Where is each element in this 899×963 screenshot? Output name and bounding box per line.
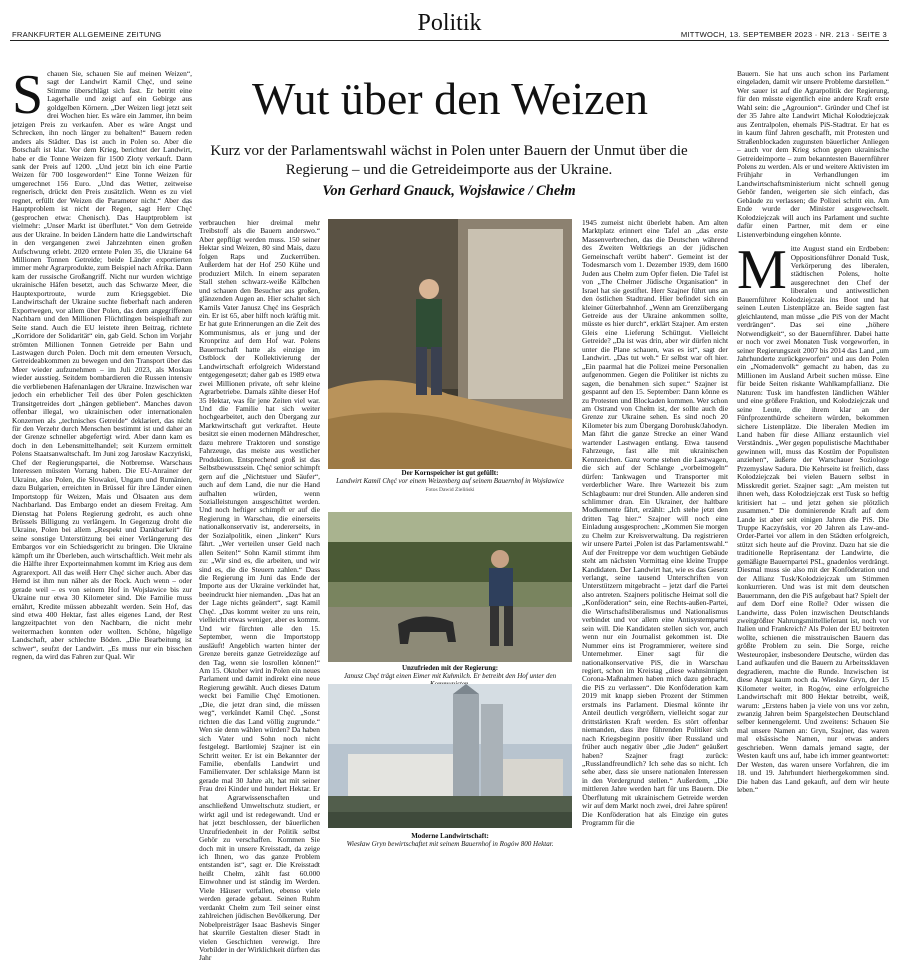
photo-3-title: Moderne Landwirtschaft: bbox=[411, 832, 489, 840]
column-2-text: verbrauchen hier dreimal mehr Treibstoff als die Bauern anderswo.“ Aber gepflügt werden muss. 150 seiner Hektar sind Weizen, 80 sind Mais, dazu folgen Raps und Zuckerrüben. Außerdem hat der Hof 250 Kühe und produziert Milch. In einem separaten Stall stehen schwarz-weiße Kälbchen und schauen den Besucher aus großen, glänzenden Augen an. Hier schaltet sich Kamils Vater Janusz Chęć ins Gespräch ein. Er ist 65, aber hilft noch kräftig mit. Er hat gute Erinnerungen an die Zeit des Kommunismus, als er jung und der Kronprinz auf dem Hof war. Polens Bauernschaft hatte als einzige im Ostblock der Kollektivierung der Landwirtschaft erfolgreich Widerstand entgegengesetzt; daher gab es 1989 etwa zwei Millionen private, oft sehr kleine Agrarbetriebe. Damals zählte dieser Hof 35 Hektar, was für jene Zeiten viel war. Und die Familie hat sich weiter hochgearbeitet, auch den Übergang zur Marktwirtschaft gut verkraftet. Heute besitzt sie einen modernen Mähdrescher, dazu mehrere Traktoren und sonstige Fahrzeuge, das meiste aus westlicher Produktion. Entsprechend groß ist das Selbstbewusstsein. Chęć senior schimpft gern auf die „Nichtstuer und Säufer“, auch auf dem Land, die nur die Hand aufhalten würden, wenn Sozialleistungen ausgeschüttet werden. Und noch heftiger schimpft er auf die Regierung in Warschau, die einerseits nationalkonservativ ist, andererseits, in der Sozialpolitik, einen „linken“ Kurs fährt. „Wer verteilen unser Geld nach allen Seiten!“ Sohn Kamil stimmt ihm zu: „Wir sind es, die arbeiten, und wir sind es, die die Steuern zahlen.“ Dass die Regierung im Juni das Ende der Importe aus der Ukraine verkündet hat, beeindruckt hier niemanden. „Das hat an der Lage nichts geändert“, sagt Kamil Chęć. „Das kommt weiter zu uns rein, vielleicht etwas weniger, aber es kommt. Und wir fürchten alle den 15. September, wenn die Importstopp ausläuft! Angeblich warten hinter der Grenze bereits ganze Getreidezüge auf den Tag, wenn sie losrollen können!“ Am 15. Oktober wird in Polen ein neues Parlament und damit indirekt eine neue Regierung gewählt. Auch dieses Datum weckt bei Familie Chęć Emotionen. „Die, die jetzt dran sind, die müssen weg“, verkündet Kamil Chęć. „Sonst richten die das Land völlig zugrunde.“ Wen sie denn wählen würden? Da haben sich Vater und Sohn noch nicht festgelegt. Bartłomiej Szajner ist ein Schritt weiter. Er ist ein Bekannter der Familie, ebenfalls Landwirt und Familienvater. Der schlaksige Mann ist gerade mal 30 Jahre alt, hat mit seiner Frau drei Kinder und hundert Hektar. Er hat Agrarwissenschaften und anschließend Umweltschutz studiert, er wirkt agil und ist redegewandt. Und er hat jetzt beschlossen, der bäuerlichen Unzufriedenheit in der Politik selbst Gehör zu verschaffen. Kommen Sie doch mit in unsere Kreisstadt, da zeige ich Ihnen, wo das ganze Problem entstanden ist“, sagt er. Die Kreisstadt heißt Chełm, zählt fast 60.000 Einwohner und ist ständig im Werden. Viele Häuser verfallen, ebenso viele werden gerade gebaut. Seinen Ruhm verdankt Chełm zum Teil seiner einst zahlreichen jüdischen Bevölkerung. Der Nobelpreisträger Isaac Bashevis Singer hat skurrile Gestalten dieser Stadt in vielen Geschichten verewigt. Ihre Vorbilder in der Wirklichkeit dürften das Jahr bbox=[199, 218, 320, 963]
article-column-1 bbox=[12, 64, 192, 912]
article-column-5 bbox=[737, 70, 889, 912]
photo-3-text: Wiesław Gryn bewirtschaftet mit seinem Bauernhof in Rogów 800 Hektar. bbox=[346, 840, 554, 849]
photo-modern-farm bbox=[328, 684, 572, 828]
photo-credit: Fotos Dawid Zieliński bbox=[425, 487, 475, 494]
column-4-text: 1945 zumeist nicht überlebt haben. Am alten Marktplatz erinnert eine Tafel an „das erste Massenverbrechen, das die Deutschen während des Zweiten Weltkriegs an der jüdischen Gemeinschaft verübt haben“. Gemeint ist der Todesmarsch vom 1. Dezember 1939, dem 1600 Juden aus Chełm zum Opfer fielen. Die Tafel ist von „The Chełmer Jüdische Organisation“ in Israel hat sie gestiftet. Herr Szajner führt uns an den östlichen Stadtrand. Hier befindet sich ein kleiner Güterbahnhof. „Wenn am Grenzübergang Getreide aus der Ukraine ankommen sollte, müsste es hier durch“, erklärt Szajner. Am ersten Gleis eine Lieferung Schüttgut. Vielleicht Getreide? „Da ist was drin, aber wir dürfen nicht unter die Plane schauen, was es ist“, sagt der Landwirt. „Das tut weh.“ Er selbst war oft hier. „Ein paarmal hat die Polizei meine Personalien aufgenommen. Gegen die Politiker ist nichts zu sagen, die benahmen sich super.“ Szajner ist gespannt auf den 15. September: Dann könne es zu Protesten und Blockaden kommen. Wer schon am Ostrand von Chełm ist, der sollte auch die Grenze zur Ukraine sehen. Es sind noch 20 Kilometer bis zum Übergang Dorohusk/Jahodyn. Man fährt die ganze Strecke an einer Wand wartender Lastwagen entlang. Etwa tausend Fahrzeuge, fast alle mit ukrainischen Kennzeichen. Ganz vorne stehen die Lastwagen, die sich auf der Schlange „vorbeimogeln“ dürfen: Tankwagen und Transporter mit verderblicher Ware. Ihre Wartezeit bis zum Schlagbaum: nur drei Stunden. Alle anderen sind schlimmer dran. Ein Ukrainer, der haltbare Modkemente fährt, erzählt: „Ich stehe jetzt den dritten Tag hier.“ Szajner will noch eine Einladung ausgesprochen: „Kommen Sie morgen zu Chełm zur Kreisverwaltung. Da registrieren wir unsere Partei ,Polen ist das Parlamentswahl.“ Auf der Freitreppe vor dem wuchtigen Gebäude steht am nächsten Vormittag eine kleine Truppe Kandidaten. Der Landwirt hat, wie es das Gesetz verlangt, seine tausend Unterschriften von Unterstützern mitgebracht – jetzt darf die Partei also antreten. Szajners politische Heimat soll die „Konföderation“ sein, eine Rechts-außen-Partei, die Wirtschaftsliberalismus und Nationalismus verbindet und vor allem eine Antisystempartei sein will. Die Kandidaten stellen sich vor, auch wenn nur ein Journalist gekommen ist. Die Nummer eins ist Programmierer, weitere sind Unternehmer. Einer sagt für die nationalkonservative PiS, die in Warschau regiert, schon im Kreistag „diese wahnsinnigen Corona-Maßnahmen haben mich dazu gebracht, die PiS zu verlassen“. Die Konföderation kam 2019 mit knapp sieben Prozent der Stimmen erstmals ins Parlament. Diesmal könnte ihr Anteil deutlich vergrößern, vielleicht sogar zur drittstärksten Kraft werden. Es stört offenbar niemanden, dass ihre führenden Politiker sich nach Kriegsbeginn positiv über Russland und früher auch negativ über „die Juden“ geäußert haben? Szajner fragt zurück: „Russlandfreundlich? Ich sehe das so nicht. Ich sehe aber, dass sie unsere nationalen Interessen in den Vordergrund stellen.“ Außerdem, „Die mittleren Jahre werden hart für uns Bauern. Die Überflutung mit ukrainischem Getreide werden wir auf dem Markt noch zwei, drei Jahre spüren! Die Konföderation hat als Einzige ein gutes Programm für die bbox=[582, 218, 729, 828]
byline: Von Gerhard Gnauck, Wojsławice / Chełm bbox=[322, 183, 576, 199]
photo-3-caption bbox=[328, 832, 572, 848]
drop-cap-2: M bbox=[737, 239, 787, 302]
section-title: Politik bbox=[417, 10, 482, 36]
photo-1-title: Der Kornspeicher ist gut gefüllt: bbox=[401, 469, 499, 477]
issue-info: MITTWOCH, 13. SEPTEMBER 2023 · NR. 213 · SEITE 3 bbox=[680, 30, 887, 39]
newspaper-name: FRANKFURTER ALLGEMEINE ZEITUNG bbox=[12, 30, 162, 39]
photo-1-text: Landwirt Kamil Chęć vor einem Weizenberg auf seinem Bauernhof in Wojsławice bbox=[336, 477, 564, 486]
photo-farmer-bucket bbox=[328, 512, 572, 662]
headline: Wut über den Weizen bbox=[252, 73, 648, 124]
masthead-rule bbox=[10, 40, 889, 41]
subheadline: Kurz vor der Parlamentswahl wächst in Polen unter Bauern der Unmut über die Regierung – und die Getreideimporte aus der Ukraine. bbox=[210, 143, 688, 178]
article-column-2 bbox=[199, 218, 320, 963]
column-5-text: Bauern. Sie hat uns auch schon ins Parlament eingeladen, damit wir unsere Probleme darstellen.“ Wer sauer ist auf die Agrarpolitik der Regierung, für den müsste eigentlich eine andere Kraft erste Wahl sein: die „Agrounion“. Gründer und Chef ist der 35 Jahre alte Landwirt Michał Kołodziejczak aus Zentralpolen, ehemals PiS-Stadtrat. Er hat es in kaum fünf Jahren geschafft, mit Protesten und Straßenblockaden zugunsten bäuerlicher Anliegen – auch vor dem Krieg schon gegen ukrainische Getreideimporte – zum bekanntesten Bauernführer Polens zu werden. Als er und weitere Aktivisten im Frühjahr in Verhandlungen im Landwirtschaftsministerium nicht schnell genug Gehör fanden, weigerten sie sich einfach, das Gebäude zu verlassen; die Polizei schritt ein. Am Ende wurde der Minister ausgewechselt. Kołodziejczak will auch ins Parlament und suchte dafür einen Partner, mit dem er eine Listenverbindung eingehen könnte. bbox=[737, 69, 889, 239]
photo-2-title: Unzufrieden mit der Regierung: bbox=[401, 664, 499, 672]
photo-2-text: Janusz Chęć trägt einen Eimer mit Kuhmilch. Er betreibt den Hof unter den bbox=[343, 672, 557, 681]
column-5b-text: itte August stand ein Erdbeben: Oppositionsführer Donald Tusk, Verkörperung des liberalen, städtischen Polens, holte ausgerechnet den Chef der liberalen und antiwestlichen Bauernführer Kołodziejczak ins Boot und hat seinen Leuten Listenplätze an. Beide sagten fast gleichlautend, man müsse „die PiS von der Macht verdrängen“. Das sei eine „höhere Notwendigkeit“, so der Bauernführer. Dabei hatte er noch vor zwei Monaten Tusk vorgeworfen, in seiner Regierungszeit 2007 bis 2014 das Land „um Jahrhunderte zurückgeworfen“ und aus den Polen ein „Nomadenvolk“ gemacht zu haben, das zu Millionen im Ausland Arbeit suchen müsse. Eine für beide Seiten riskante Wahlkampfallianz. Die Naturen: Tusk im handfesten ländlichen Wähler und eine größere Fraktion, und Kołodziejczak und seine Leute, die ihrem klar an der Fünfprozenthürde scheitern würden, bekommen sichere Listenplätze. Die liberalen Medien im Land haben für diese Allianz erstaunlich viel Verständnis. „Wer gegen populistische Machthaber gewinnen will, muss das Kostüm der Populisten anziehen“, äußerte der Warschauer Soziologe Przemysław Sadura. Die Kehrseite ist freilich, dass Kołodziejczak bei vielen Bauern selbst in Misskredit geriet. Szajner sagt: „Am meisten tut ihnen weh, dass Kołodziejczak erst Tusk so heftig kritisiert hat – und jetzt gehen sie plötzlich zusammen.“ Die dominierende Kraft auf dem Lande ist aber seit einigen Jahren die PiS. Die Truppe Kaczyńskis, vor 20 Jahren als Law-and-Order-Partei vor allem in den Städten erfolgreich, stützt sich heute auf die Provinz. Dazu hat sie die traditionelle Repräsentanz der Landwirte, die gemäßigte Bauernpartei PSL, gnadenlos verdrängt. Diesmal muss sie also mit der Konföderation und der Allianz Tusk/Kołodziejczak um Stimmen konkurrieren. Und was ist mit dem deutschen Bauernmann, den die PiS aufgebaut hat? Spielt der auf dem Dorf eine Rolle? Oder wissen die Landwirte, dass Polen inzwischen Deutschlands zweitgrößter Nahrungsmittellieferant ist, noch vor Italien und Frankreich? Als Polen der EU beitreten wollte, schienen die misstrauischen Bauern das größte Problem zu sein. Die Sorge, reiche Westeuropäer, insbesondere Deutsche, würden das Land aufkaufen und die Bauern zu Arbeitssklaven degradieren, machte die Runde. Inzwischen ist diese Angst kaum noch da. Wiesław Gryn, der 15 Kilometer weiter, in Rogów, eine erfolgreiche Landwirtschaft mit 800 Hektar betreibt, weiß, warum: „Erstens haben ja viele von uns vor zehn, zwanzig Jahren beim Spargelstechen Deutschland selber kennengelernt. Und zweitens: Schauen Sie mal unsere Namen an: Gryn, Szajner, das waren mal elsässische Namen, nur etwas anders geschrieben. Wenn damals jemand sagte, der Westen kauft uns auf, habe ich immer geantwortet: Der Westen, das waren unsere Vorfahren, die im 18. und 19. Jahrhundert hierhergekommen sind. Die haben das Land gekauft, auf dem wir heute leben.“ bbox=[737, 244, 889, 795]
photo-grain-storage bbox=[328, 219, 572, 467]
article-column-4 bbox=[582, 219, 728, 912]
drop-cap: S bbox=[12, 64, 44, 126]
photo-1-caption bbox=[328, 469, 572, 495]
column-1-text: chauen Sie, schauen Sie auf meinen Weizen“, sagt der Landwirt Kamil Chęć, und seine Stimme überschlägt sich fast. Er betritt eine Lagerhalle und zeigt auf ein Gebirge aus goldgelben Körnern. „Der Weizen liegt jetzt seit drei Wochen hier. Es wäre ein Jammer, ihn beim jetzigen Preis zu verkaufen. Aber es wäre Angst und Schrecken, ihn noch länger zu behalten!“ Bauern reden anders als Städter. Das ist auch in Polen so. Aber die Botschaft ist klar. Vor dem Krieg, berichtet der Landwirt, habe er die Tonne Weizen für 1500 Złoty verkauft. Dann sank der Preis auf 1200. „Und jetzt bin ich eine Partie Weizen für 700 losgeworden!“ Eine Tonne Weizen für umgerechnet 156 Euro. „Und das Wetter, zeitweise regnerisch, drückt den Preis zusätzlich. Wenn es zu viel regnet, erfüllt der Weizen die Parameter nicht.“ Aber das Hauptproblem ist nicht der Regen, sagt Herr Chęć (gesprochen etwa: Chenisch). Das Hauptproblem ist vielmehr: „Unser Markt ist überflutet.“ Von dem Getreide aus der Ukraine. In beiden Ländern hatte die Landwirtschaft in den vergangenen zwei Jahrzehnten einen großen Aufschwung erlebt. 2020 erntete Polen 35, die Ukraine 64 Millionen Tonnen Getreide; beide Länder exportierten immer mehr Agrarprodukte, zum Beispiel nach Afrika. Dann kam der russische Großangriff. Nicht nur wurden wichtige ukrainische Häfen besetzt, auch das Schwarze Meer, die Hauptexportroute, wurde zum Kriegsgebiet. Die Landwirtschaft der Ukraine suchte fieberhaft nach anderen Exportwegen, vor allem über Polen, das dem angegriffenen Nachbarn und den Millionen Flüchtlingen beispielhaft zur Seite stand. Auch die EU leistete ihren Beitrag, richtete „Korridore der Solidarität“ ein, gab Geld. Schon im Vorjahr strömten Millionen Tonnen Getreide per Bahn und Lastwagen durch Polen. Doch mit dem erneuten Versuch, Getreideabkommen zu bewegen und den Transport über das Meer wieder aufzunehmen – im Juli 2023, als Moskau wieder ausstieg. Seitdem bombardieren die Russen intensiv die verbliebenen Hafenanlagen der Ukraine. Inzwischen war jedoch ein erheblicher Teil des über Polen geschickten Transitgetreides dort „hängen geblieben“. Manches davon offenbar illegal, wo ukrainischen oder internationalen Konzernen als „technisches Getreide“ deklariert, das nicht für den Verzehr durch Menschen bestimmt ist und daher an der Grenze schneller abgefertigt wird. Aber dann kam es doch in den Lebensmittelhandel; seit Kurzem ermittelt Polens Staatsanwaltschaft. Im Juni zog Jarosław Kaczyński, Chef der Regierungspartei, die Notbremse. Warschaus Interessen müssten Vorrang haben. Die EU-Anrainer der Ukraine, also Polen, die Slowakei, Ungarn und Rumänien, dazu Bulgarien, erreichten in Brüssel für ihre Länder einen Importstopp für Weizen, Mais und Ölsaaten aus dem Nachbarland. Das Embargo endet an diesem Freitag. Am Dienstag hat Polens Regierung gedroht, es auch ohne Brüssels Billigung zu verlängern. In Gegenzug droht die Ukraine, Polen bei allem „Respekt und Dankbarkeit“ für seine sonstige Unterstützung bei einer Verlängerung des Embargos vor ein Schiedsgericht zu bringen. Die Ukraine kämpft um ihr Überleben, auch wirtschaftlich. Weit mehr als die Hälfte ihrer Exporteinnahmen kommt im Krieg aus dem Agrarexport. All das weiß Herr Chęć sicher auch. Aber das Hemd ist ihm nun näher als der Rock. Auch wenn – oder gerade weil – es von seinem Hof in Wojsławice bis zur Ukraine nur etwa 30 Kilometer sind. Die Familie muss ernährt, Kredite müssen abbezahlt werden. Sein Hof, das sind etwa 400 Hektar, fast alles eigenes Land, der Rest langzeitpachtet von den Nachbarn, die nicht mehr weitermachen konnten oder wollten. Schöne, hügelige Landschaft, aber schlechte Böden. „Die Bearbeitung ist schwer“, seufzt der Landwirt. „Es muss nur ein bisschen regnen, da wird das Fahren zur Qual. Wir bbox=[12, 69, 192, 662]
